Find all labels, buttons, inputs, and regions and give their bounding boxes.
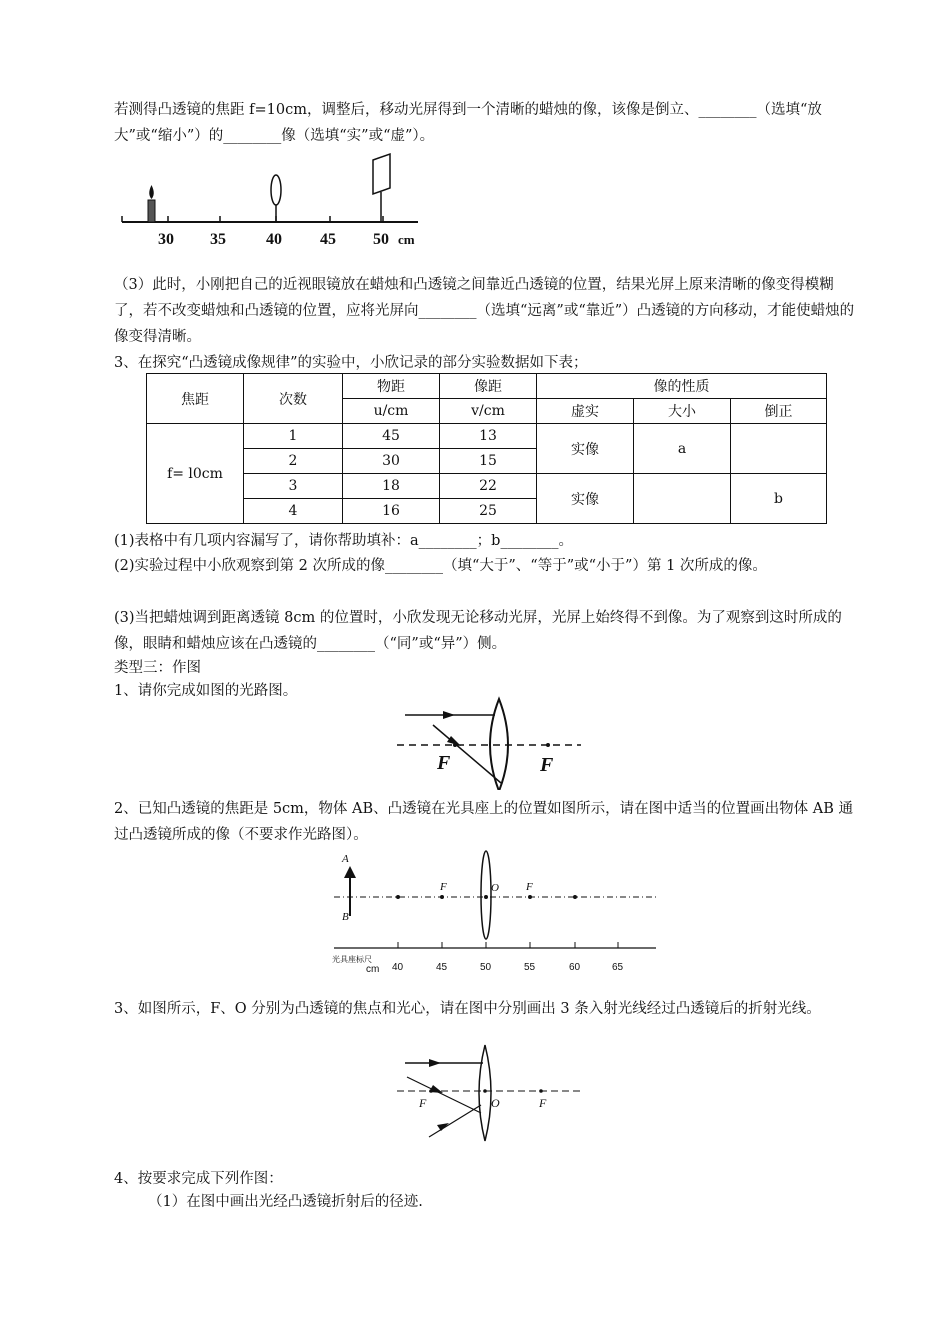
question-3-intro: 3、在探究“凸透镜成像规律”的实验中，小欣记录的部分实验数据如下表； [114, 355, 588, 371]
tick-label: 35 [210, 231, 226, 248]
arrow-up-icon [344, 866, 356, 878]
table-cell: 13 [440, 424, 537, 449]
header-focal: 焦距 [147, 374, 244, 424]
header-size: 大小 [634, 399, 731, 424]
table-cell: 22 [440, 474, 537, 499]
header-count: 次数 [244, 374, 343, 424]
table-cell: 2 [244, 449, 343, 474]
header-orientation: 倒正 [731, 399, 827, 424]
tick-label: 45 [436, 962, 448, 973]
table-cell: 实像 [537, 474, 634, 524]
tick-label: 50 [373, 231, 389, 248]
point-label: B [342, 911, 349, 923]
light-screen-icon [373, 154, 390, 194]
tick-label: 65 [612, 962, 624, 973]
focal-label: F [526, 881, 533, 893]
unit-label: cm [398, 232, 415, 247]
light-path-figure-3 [395, 1043, 585, 1143]
flame-icon [149, 185, 154, 199]
drawing-question-4-1: （1）在图中画出光经凸透镜折射后的径迹. [148, 1194, 423, 1210]
table-cell [731, 424, 827, 474]
optical-bench-figure-2 [330, 848, 660, 978]
experiment-data-table [146, 373, 827, 524]
focal-label: F [540, 754, 554, 776]
unit-label: cm [366, 964, 380, 975]
header-object-distance: 物距 [343, 374, 440, 399]
optical-center-label: O [491, 882, 499, 894]
paragraph-myopia-glasses: （3）此时，小刚把自己的近视眼镜放在蜡烛和凸透镜之间靠近凸透镜的位置，结果光屏上原来清晰的像变得模糊了，若不改变蜡烛和凸透镜的位置，应将光屏向________（选填“远离”或“靠近”）凸透镜的方向移动，才能使蜡烛的像变得清晰。 [114, 277, 855, 345]
tick-label: 40 [392, 962, 404, 973]
table-cell: 45 [343, 424, 440, 449]
tick-label: 45 [320, 231, 336, 248]
header-object-unit: u/cm [343, 399, 440, 424]
focal-label: F [440, 881, 447, 893]
header-image-distance: 像距 [440, 374, 537, 399]
ruler-label: 光具座标尺 [332, 955, 372, 964]
drawing-question-1: 1、请你完成如图的光路图。 [114, 683, 298, 699]
table-cell: 实像 [537, 424, 634, 474]
arrow-icon [429, 1059, 441, 1067]
table-cell: a [634, 424, 731, 474]
optical-center-label: O [491, 1096, 500, 1110]
table-cell: 18 [343, 474, 440, 499]
table-cell: 16 [343, 499, 440, 524]
drawing-question-3: 3、如图所示，F、O 分别为凸透镜的焦点和光心，请在图中分别画出 3 条入射光线经过凸透镜后的折射光线。 [114, 1001, 821, 1017]
table-cell: 30 [343, 449, 440, 474]
table-cell: 25 [440, 499, 537, 524]
arrow-icon [443, 711, 455, 719]
paragraph-focal-length-question: 若测得凸透镜的焦距 f=10cm，调整后，移动光屏得到一个清晰的蜡烛的像，该像是倒立、________（选填“放大”或“缩小”）的________像（选填“实”或“虚”）。 [114, 102, 822, 144]
table-cell: 15 [440, 449, 537, 474]
table-cell: 3 [244, 474, 343, 499]
convex-lens-icon [479, 1045, 491, 1141]
focal-label: F [419, 1096, 427, 1110]
candle-icon [148, 200, 155, 222]
header-image-nature: 像的性质 [537, 374, 827, 399]
question-3-3: (3)当把蜡烛调到距离透镜 8cm 的位置时，小欣发现无论移动光屏，光屏上始终得不到像。为了观察到这时所成的像，眼睛和蜡烛应该在凸透镜的________（“同”或“异”）侧。 [114, 610, 842, 652]
drawing-question-4: 4、按要求完成下列作图： [114, 1171, 283, 1187]
focal-label: F [437, 752, 451, 774]
table-cell: 4 [244, 499, 343, 524]
question-3-1: (1)表格中有几项内容漏写了，请你帮助填补：a________；b________。 [114, 533, 573, 549]
question-3-2: (2)实验过程中小欣观察到第 2 次所成的像________（填“大于”、“等于”或“小于”）第 1 次所成的像。 [114, 558, 767, 574]
convex-lens-icon [271, 175, 281, 205]
table-cell: 1 [244, 424, 343, 449]
focal-label: F [539, 1096, 547, 1110]
tick-label: 60 [569, 962, 581, 973]
tick-label: 40 [266, 231, 282, 248]
section-heading-type3: 类型三：作图 [114, 660, 201, 676]
tick-label: 55 [524, 962, 536, 973]
light-path-figure-1 [395, 695, 585, 790]
tick-label: 50 [480, 962, 492, 973]
header-image-unit: v/cm [440, 399, 537, 424]
header-real-virtual: 虚实 [537, 399, 634, 424]
table-cell: b [731, 474, 827, 524]
focal-value: f= l0cm [147, 424, 244, 524]
optical-bench-figure [118, 152, 438, 252]
drawing-question-2: 2、已知凸透镜的焦距是 5cm，物体 AB、凸透镜在光具座上的位置如图所示，请在图中适当的位置画出物体 AB 通过凸透镜所成的像（不要求作光路图）。 [114, 801, 854, 843]
table-cell [634, 474, 731, 524]
point-label: A [342, 853, 349, 865]
tick-label: 30 [158, 231, 174, 248]
arrow-icon [437, 1123, 449, 1131]
